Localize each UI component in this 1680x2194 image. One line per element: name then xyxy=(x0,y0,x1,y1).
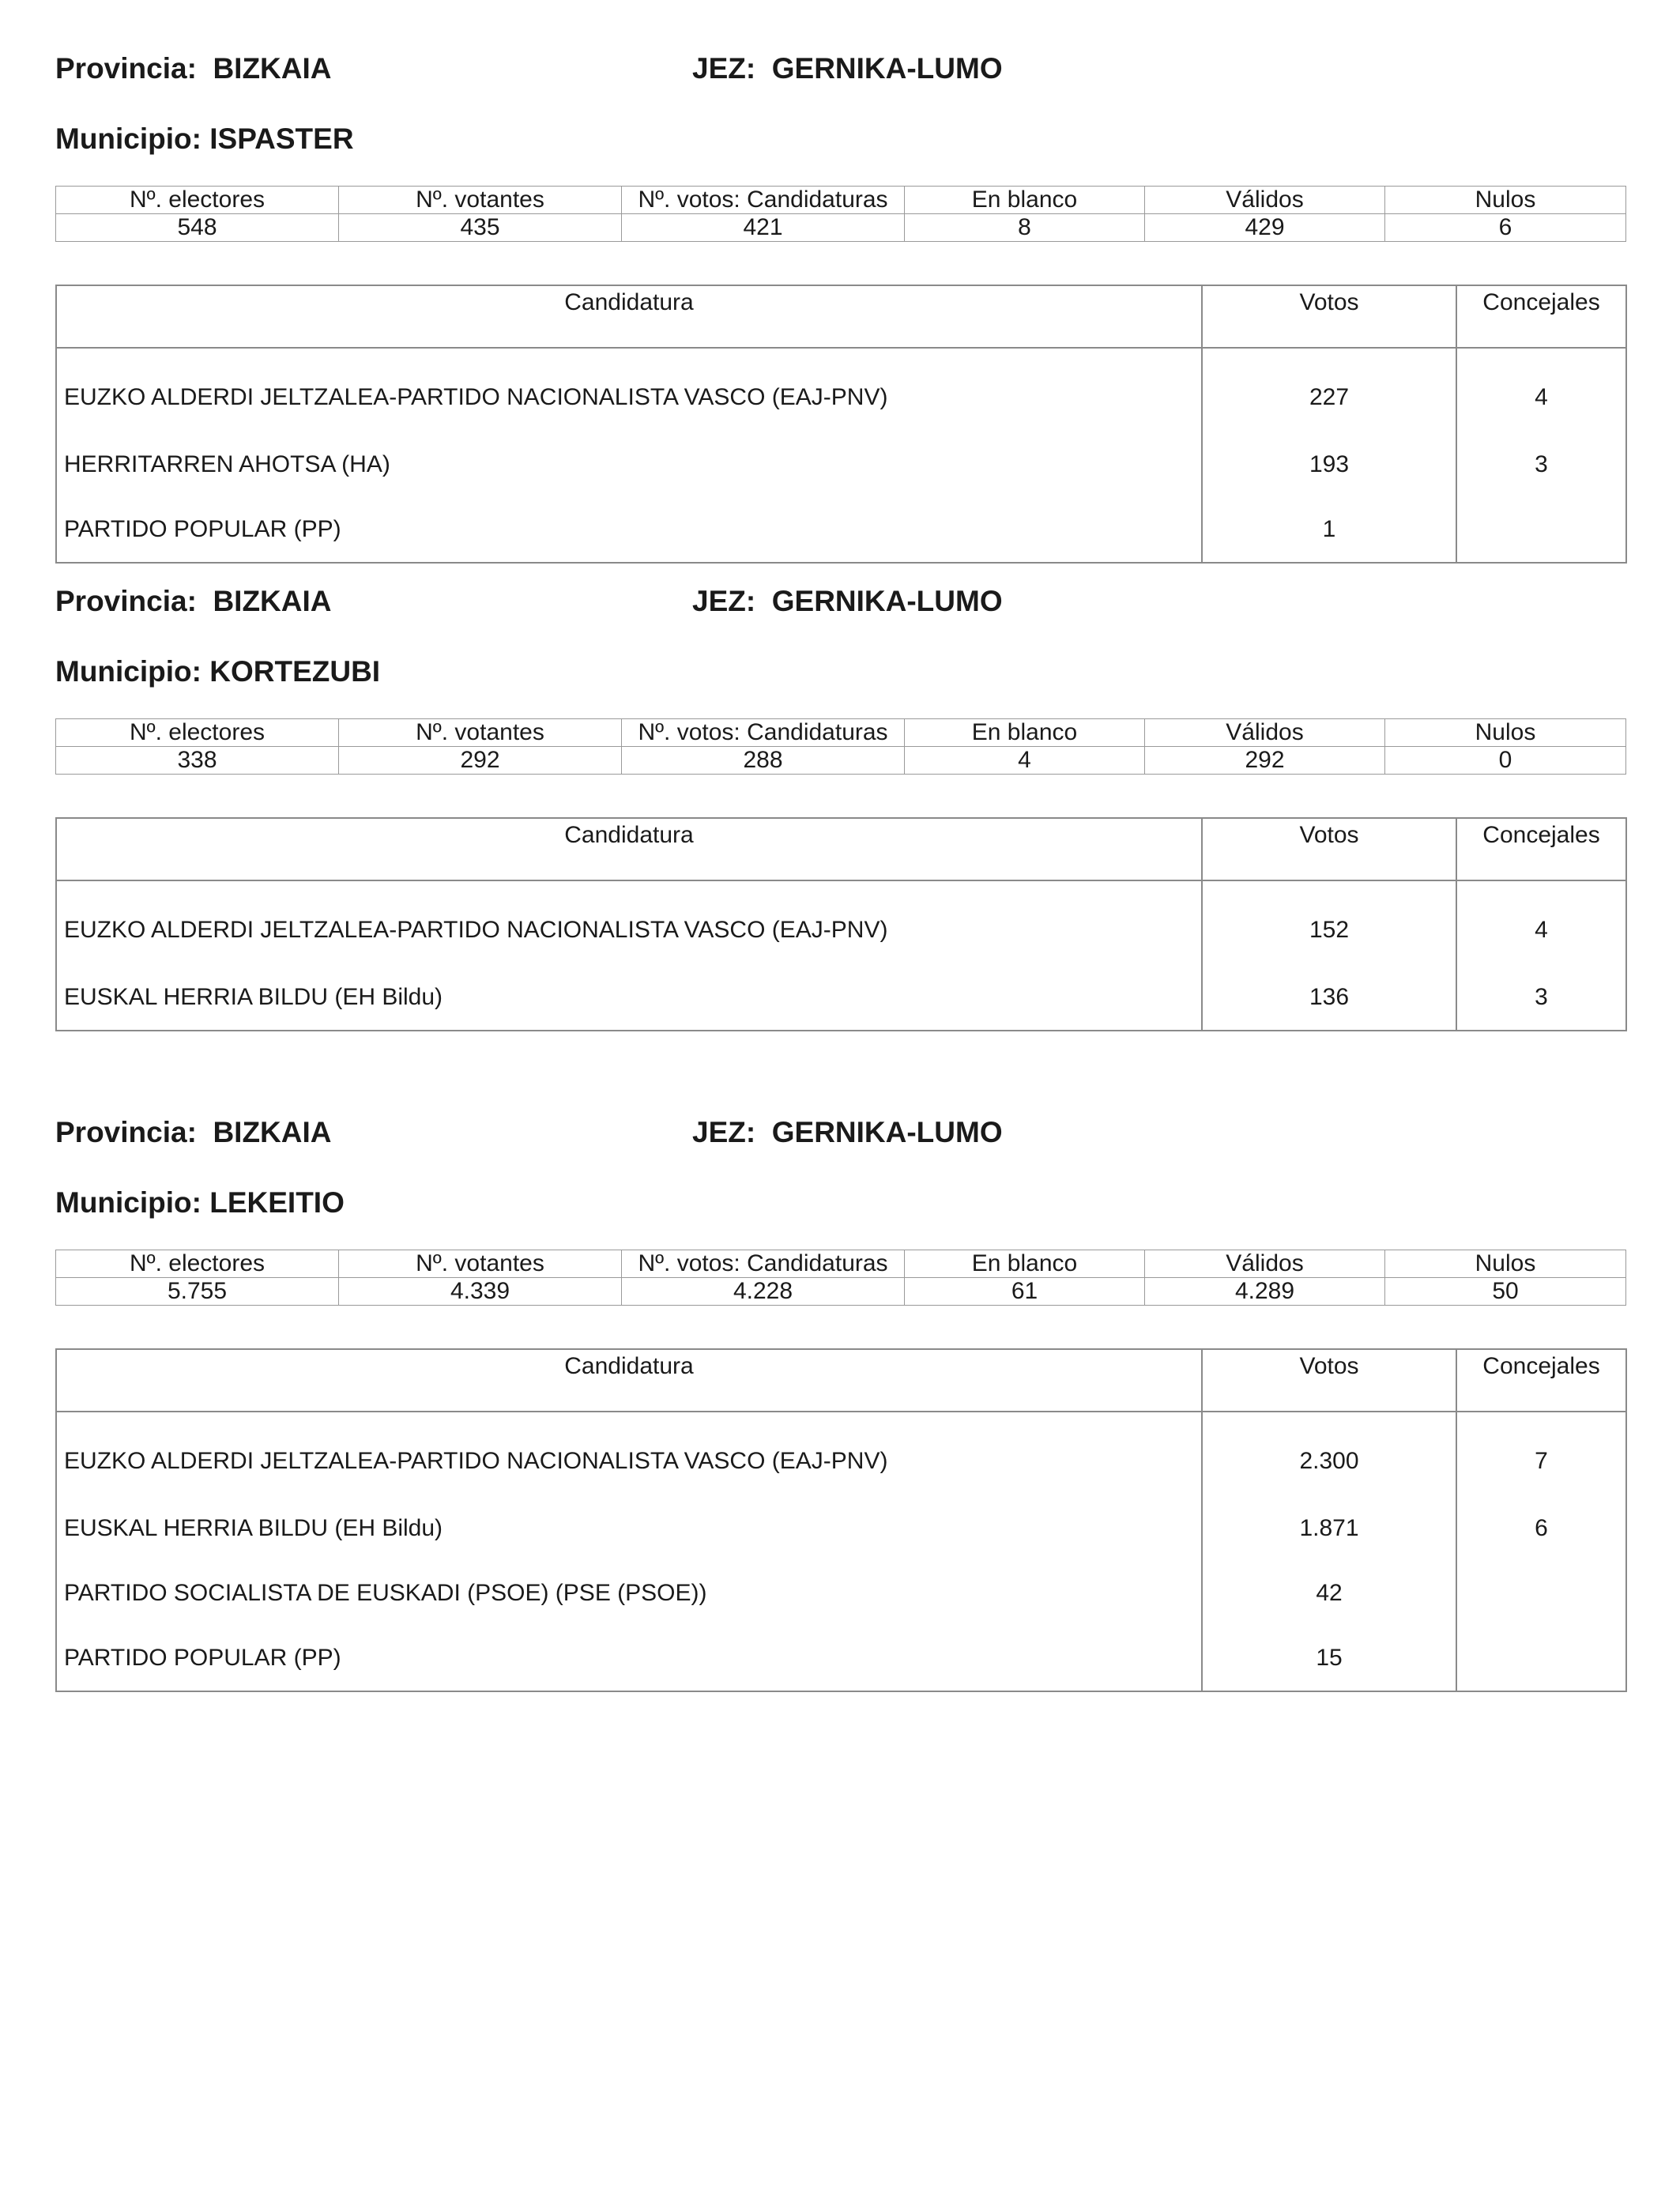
stat-header: Nulos xyxy=(1385,187,1626,214)
candidates-table xyxy=(55,285,1627,564)
provincia-label: Provincia: BIZKAIA xyxy=(55,585,332,617)
stat-value: 5.755 xyxy=(56,1278,339,1306)
stat-header: Nº. votos: Candidaturas xyxy=(622,187,905,214)
candidate-row xyxy=(56,432,1626,497)
candidate-name: PARTIDO SOCIALISTA DE EUSKADI (PSOE) (PSE (PSOE)) xyxy=(64,1580,707,1606)
candidate-name: PARTIDO POPULAR (PP) xyxy=(64,1645,341,1671)
candidate-row xyxy=(56,1412,1626,1496)
candidate-concejales: 6 xyxy=(1456,1496,1626,1561)
candidate-votos: 42 xyxy=(1202,1561,1456,1626)
candidate-name: HERRITARREN AHOTSA (HA) xyxy=(64,451,390,477)
votos-header: Votos xyxy=(1202,818,1456,880)
candidate-concejales: 4 xyxy=(1456,880,1626,965)
stat-header: En blanco xyxy=(905,719,1145,747)
candidate-votos: 193 xyxy=(1202,432,1456,497)
stat-value: 429 xyxy=(1145,214,1385,242)
stats-table xyxy=(55,718,1626,775)
stat-header: Nulos xyxy=(1385,1250,1626,1278)
candidate-concejales: 7 xyxy=(1456,1412,1626,1496)
candidate-concejales xyxy=(1456,1626,1626,1691)
votos-header: Votos xyxy=(1202,1349,1456,1412)
candidates-table xyxy=(55,1348,1627,1692)
candidate-row xyxy=(56,497,1626,563)
concejales-header: Concejales xyxy=(1456,285,1626,348)
stat-header: Nulos xyxy=(1385,719,1626,747)
stat-value: 6 xyxy=(1385,214,1626,242)
stat-value: 288 xyxy=(622,747,905,775)
candidate-name: EUZKO ALDERDI JELTZALEA-PARTIDO NACIONALISTA VASCO (EAJ-PNV) xyxy=(64,1448,888,1474)
stats-header-row xyxy=(56,1250,1626,1278)
stat-header: Válidos xyxy=(1145,1250,1385,1278)
stat-header: Nº. votantes xyxy=(339,1250,622,1278)
candidate-row xyxy=(56,880,1626,965)
stat-value: 50 xyxy=(1385,1278,1626,1306)
jez-label: JEZ: GERNIKA-LUMO xyxy=(692,52,1003,85)
concejales-header: Concejales xyxy=(1456,1349,1626,1412)
stat-value: 338 xyxy=(56,747,339,775)
candidate-votos: 2.300 xyxy=(1202,1412,1456,1496)
candidate-votos: 227 xyxy=(1202,348,1456,432)
stat-value: 548 xyxy=(56,214,339,242)
candidate-votos: 136 xyxy=(1202,965,1456,1031)
candidate-name: EUZKO ALDERDI JELTZALEA-PARTIDO NACIONALISTA VASCO (EAJ-PNV) xyxy=(64,917,888,943)
stat-header: Válidos xyxy=(1145,719,1385,747)
stats-value-row xyxy=(56,214,1626,242)
candidate-votos: 15 xyxy=(1202,1626,1456,1691)
stat-header: Nº. electores xyxy=(56,719,339,747)
candidate-row xyxy=(56,1626,1626,1691)
stat-value: 4 xyxy=(905,747,1145,775)
stat-header: Nº. votantes xyxy=(339,187,622,214)
stats-table xyxy=(55,186,1626,242)
stat-value: 4.228 xyxy=(622,1278,905,1306)
concejales-header: Concejales xyxy=(1456,818,1626,880)
municipio-label: Municipio: KORTEZUBI xyxy=(55,655,381,688)
candidate-votos: 1.871 xyxy=(1202,1496,1456,1561)
stats-table xyxy=(55,1250,1626,1306)
stat-header: Nº. electores xyxy=(56,1250,339,1278)
votos-header: Votos xyxy=(1202,285,1456,348)
stat-value: 61 xyxy=(905,1278,1145,1306)
candidate-concejales: 3 xyxy=(1456,432,1626,497)
stat-header: Nº. votos: Candidaturas xyxy=(622,719,905,747)
candidate-votos: 152 xyxy=(1202,880,1456,965)
jez-label: JEZ: GERNIKA-LUMO xyxy=(692,585,1003,617)
stat-header: En blanco xyxy=(905,1250,1145,1278)
jez-label: JEZ: GERNIKA-LUMO xyxy=(692,1116,1003,1148)
stat-value: 292 xyxy=(1145,747,1385,775)
stat-header: Nº. votantes xyxy=(339,719,622,747)
stat-header: Nº. electores xyxy=(56,187,339,214)
stat-value: 4.339 xyxy=(339,1278,622,1306)
candidate-name: EUZKO ALDERDI JELTZALEA-PARTIDO NACIONALISTA VASCO (EAJ-PNV) xyxy=(64,384,888,410)
candidate-votos: 1 xyxy=(1202,497,1456,563)
candidate-name: PARTIDO POPULAR (PP) xyxy=(64,516,341,542)
candidate-concejales: 4 xyxy=(1456,348,1626,432)
stats-header-row xyxy=(56,719,1626,747)
stats-header-row xyxy=(56,187,1626,214)
candidate-row xyxy=(56,965,1626,1031)
stat-header: Nº. votos: Candidaturas xyxy=(622,1250,905,1278)
candidate-name: EUSKAL HERRIA BILDU (EH Bildu) xyxy=(64,984,443,1010)
candidates-header-row xyxy=(56,818,1626,880)
candidate-name: EUSKAL HERRIA BILDU (EH Bildu) xyxy=(64,1515,443,1541)
stat-header: Válidos xyxy=(1145,187,1385,214)
candidate-row xyxy=(56,1496,1626,1561)
stat-value: 421 xyxy=(622,214,905,242)
candidatura-header: Candidatura xyxy=(56,818,1202,880)
candidate-row xyxy=(56,1561,1626,1626)
candidate-row xyxy=(56,348,1626,432)
candidatura-header: Candidatura xyxy=(56,285,1202,348)
candidate-concejales xyxy=(1456,1561,1626,1626)
candidate-concejales xyxy=(1456,497,1626,563)
candidates-header-row xyxy=(56,285,1626,348)
candidatura-header: Candidatura xyxy=(56,1349,1202,1412)
stats-value-row xyxy=(56,1278,1626,1306)
municipio-label: Municipio: ISPASTER xyxy=(55,123,354,155)
provincia-label: Provincia: BIZKAIA xyxy=(55,52,332,85)
stat-value: 0 xyxy=(1385,747,1626,775)
candidate-concejales: 3 xyxy=(1456,965,1626,1031)
stat-header: En blanco xyxy=(905,187,1145,214)
stat-value: 8 xyxy=(905,214,1145,242)
candidates-table xyxy=(55,817,1627,1031)
stats-value-row xyxy=(56,747,1626,775)
candidates-header-row xyxy=(56,1349,1626,1412)
provincia-label: Provincia: BIZKAIA xyxy=(55,1116,332,1148)
municipio-label: Municipio: LEKEITIO xyxy=(55,1186,345,1219)
stat-value: 292 xyxy=(339,747,622,775)
stat-value: 435 xyxy=(339,214,622,242)
stat-value: 4.289 xyxy=(1145,1278,1385,1306)
